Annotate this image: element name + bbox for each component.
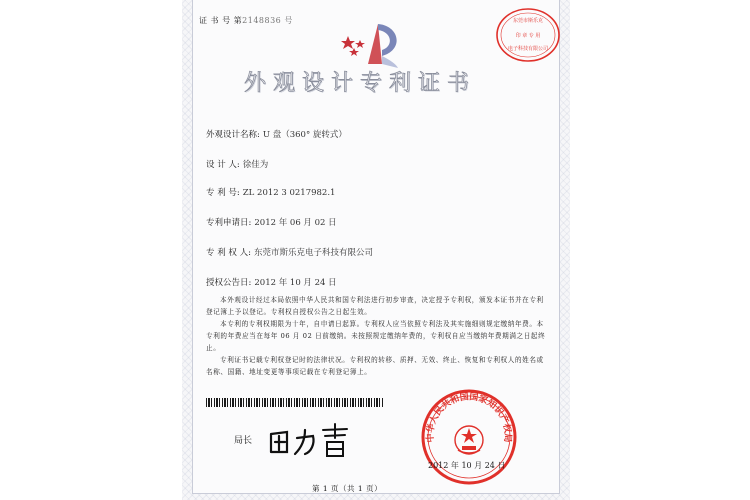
director-signature <box>265 420 365 460</box>
svg-text:东莞市斯乐克: 东莞市斯乐克 <box>512 18 544 24</box>
barcode <box>206 398 384 407</box>
field-value: 2012 年 06 月 02 日 <box>254 218 337 228</box>
field-value: U 盘（360° 旋转式） <box>262 130 347 140</box>
field-application-date <box>206 216 337 228</box>
certificate-number <box>199 15 293 26</box>
field-label: 外观设计名称: <box>206 130 260 140</box>
field-label: 专 利 权 人: <box>206 248 251 258</box>
seal-date: 2012 年 10 月 24 日 <box>428 461 506 470</box>
field-design-name <box>206 128 347 140</box>
paragraph-legal-status: 专利证书记载专利权登记时的法律状况。专利权的转移、质押、无效、终止、恢复和专利权人的姓名或名称、国籍、地址变更等事项记载在专利登记簿上。 <box>206 356 544 376</box>
field-designer <box>206 158 268 170</box>
field-value: 2012 年 10 月 24 日 <box>254 278 337 288</box>
page-number: 第 1 页（共 1 页） <box>312 484 383 493</box>
sipo-logo-icon <box>338 20 406 72</box>
sipo-official-seal-icon <box>420 388 518 486</box>
field-grant-date <box>206 276 337 288</box>
field-value: 东莞市斯乐克电子科技有限公司 <box>253 248 373 258</box>
svg-text:印 章 专 用: 印 章 专 用 <box>515 33 541 39</box>
field-value: ZL 2012 3 0217982.1 <box>242 188 336 198</box>
svg-text:电子科技有限公司: 电子科技有限公司 <box>507 46 549 52</box>
certificate-number-label: 证 书 号 第 <box>199 16 243 25</box>
field-label: 授权公告日: <box>206 278 252 288</box>
certificate-title: 外观设计专利证书 <box>243 71 476 96</box>
field-label: 设 计 人: <box>206 160 240 170</box>
field-label: 专 利 号: <box>206 188 240 198</box>
field-value: 徐佳为 <box>242 160 269 170</box>
paragraph-term: 本专利的专利权期限为十年，自申请日起算。专利权人应当依照专利法及其实施细则规定缴纳年费。本专利的年费应当在每年 06 月 02 日前缴纳。未按照规定缴纳年费的，专利权自应当缴纳年费期满之日起终止。 <box>206 320 546 352</box>
field-patent-number <box>206 186 335 198</box>
company-seal-icon <box>495 6 561 64</box>
certificate-number-value: 2148836 号 <box>242 16 293 25</box>
svg-text:中华人民共和国国家知识产权局: 中华人民共和国国家知识产权局 <box>425 392 513 443</box>
certificate-body-text <box>206 294 550 378</box>
paragraph-grant: 本外观设计经过本局依照中华人民共和国专利法进行初步审查，决定授予专利权，颁发本证书并在专利登记簿上予以登记。专利权自授权公告之日起生效。 <box>206 296 544 316</box>
field-patentee <box>206 246 373 258</box>
field-label: 专利申请日: <box>206 218 252 228</box>
director-label: 局长 <box>234 436 253 446</box>
